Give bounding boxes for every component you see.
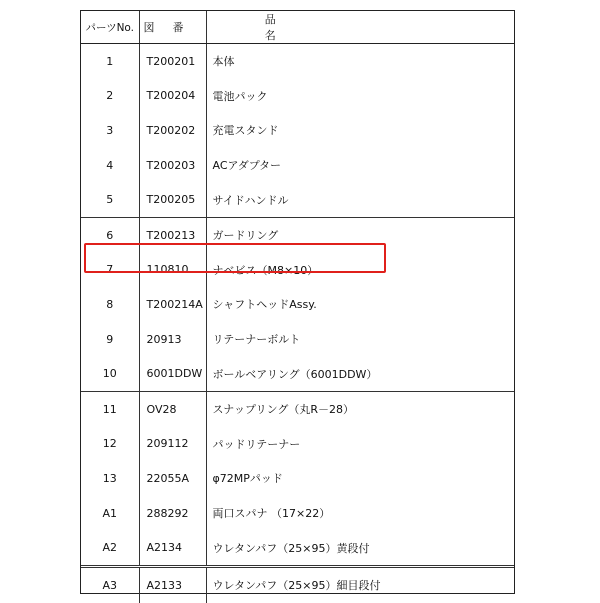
- table-row: [81, 391, 514, 426]
- part-no-cell: 8: [81, 287, 139, 322]
- drawing-no-cell: T200213: [139, 217, 206, 252]
- table-row: [81, 356, 514, 391]
- table-row: [81, 427, 514, 462]
- part-no-cell: A2: [81, 530, 139, 566]
- table-row: [81, 496, 514, 531]
- part-no-cell: 10: [81, 356, 139, 391]
- part-no-cell: 11: [81, 391, 139, 426]
- table-row: [81, 113, 514, 148]
- part-name-cell: サイドハンドル: [206, 182, 514, 217]
- part-no-cell: 1: [81, 44, 139, 79]
- part-no-cell: 7: [81, 253, 139, 288]
- part-name-cell: ガードリング: [212, 229, 279, 243]
- drawing-no-cell: T200201: [139, 44, 206, 79]
- part-no-cell: 9: [81, 322, 139, 357]
- part-no-cell: 13: [81, 461, 139, 496]
- part-no-cell: 12: [81, 427, 139, 462]
- drawing-no-cell: T200204: [139, 79, 206, 114]
- part-name-cell: φ72MPパッド: [212, 472, 283, 486]
- part-no-cell: A3: [81, 566, 139, 602]
- table-row: [81, 148, 514, 183]
- header-part-name: [206, 11, 514, 44]
- table-row: [81, 566, 514, 602]
- table-row-highlighted: [81, 253, 514, 288]
- part-no-cell: 2: [81, 79, 139, 114]
- part-name-cell: パッドリテーナー: [212, 437, 301, 451]
- table-row: [81, 530, 514, 566]
- parts-list-sheet: [80, 10, 515, 594]
- part-name-cell: ナベビス（M8×10）: [212, 263, 319, 277]
- part-name-cell: 電池パック: [212, 89, 268, 103]
- part-no-cell: 5: [81, 182, 139, 217]
- table-row: [81, 461, 514, 496]
- part-name-cell: ACアダプター: [212, 159, 281, 173]
- drawing-no-cell: 110810: [139, 253, 206, 288]
- part-name-cell: ウレタンパフ（25×95）黄段付: [212, 541, 370, 555]
- drawing-no-cell: T200202: [139, 113, 206, 148]
- drawing-no-cell: T200214A: [139, 287, 206, 322]
- drawing-no-cell: A2134: [139, 530, 206, 566]
- drawing-no-cell: T200203: [139, 148, 206, 183]
- part-name-cell: 充電スタンド: [212, 124, 279, 138]
- drawing-no-cell: 20913: [139, 322, 206, 357]
- drawing-no-cell: 288292: [139, 496, 206, 531]
- part-no-cell: A1: [81, 496, 139, 531]
- part-name-cell: ボールベアリング（6001DDW）: [206, 356, 514, 391]
- part-name-cell: 本体: [212, 55, 235, 69]
- part-name-cell: ウレタンパフ（25×95）細目段付: [206, 566, 514, 602]
- part-no-cell: 6: [81, 217, 139, 252]
- drawing-no-cell: 6001DDW: [139, 356, 206, 391]
- table-row: [81, 79, 514, 114]
- header-part-name-label: 品名: [264, 13, 456, 42]
- parts-table: [81, 11, 514, 603]
- table-row: [81, 44, 514, 79]
- part-name-cell: リテーナーボルト: [212, 333, 301, 347]
- table-header-row: [81, 11, 514, 44]
- part-no-cell: 4: [81, 148, 139, 183]
- table-row: [81, 287, 514, 322]
- drawing-no-cell: 22055A: [139, 461, 206, 496]
- drawing-no-cell: OV28: [139, 391, 206, 426]
- part-name-cell: スナップリング（丸R－28）: [212, 403, 355, 417]
- part-name-cell: シャフトヘッドAssy.: [212, 298, 317, 312]
- table-row: [81, 217, 514, 252]
- header-part-no: パーツNo.: [81, 11, 139, 44]
- drawing-no-cell: T200205: [139, 182, 206, 217]
- part-name-cell: 両口スパナ （17×22）: [212, 507, 331, 521]
- part-no-cell: 3: [81, 113, 139, 148]
- drawing-no-cell: 209112: [139, 427, 206, 462]
- table-row: [81, 182, 514, 217]
- drawing-no-cell: A2133: [139, 566, 206, 602]
- table-row: [81, 322, 514, 357]
- header-drawing-no: 図番: [139, 11, 206, 44]
